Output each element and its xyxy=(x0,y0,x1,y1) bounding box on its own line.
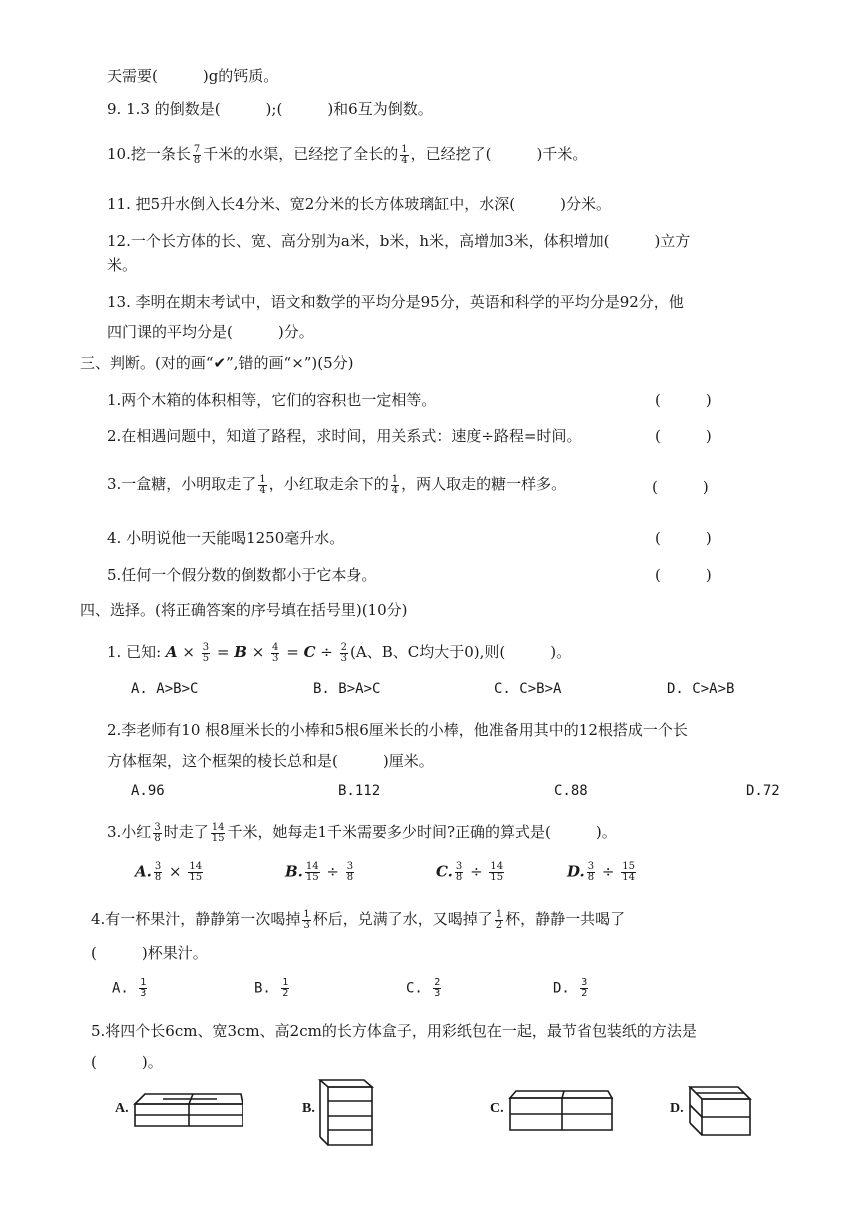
choice-q3: 3.小红 $\frac{3}{8}$ 时走了 $\frac{14}{15}$ 千米，她每走1千米需要多少时间?正确的算式是( )。 xyxy=(107,821,617,844)
judge-item-2: 2.在相遇问题中，知道了路程，求时间，用关系式：速度÷路程=时间。 xyxy=(107,427,582,445)
q11: 11. 把5升水倒入长4分米、宽2分米的长方体玻璃缸中，水深( )分米。 xyxy=(107,195,611,213)
q3-option-c[interactable]: C. $\frac{3}{8}$ ÷ $\frac{14}{15}$ xyxy=(436,861,504,883)
fraction: $\frac{1}{4}$ xyxy=(391,473,399,496)
fraction: $\frac{3}{8}$ xyxy=(154,821,161,844)
q13-line2: 四门课的平均分是( )分。 xyxy=(107,323,314,341)
choice-heading: 四、选择。(将正确答案的序号填在括号里)(10分) xyxy=(80,601,408,619)
q2-option-b[interactable]: B.112 xyxy=(338,783,381,799)
fraction: $\frac{1}{4}$ xyxy=(259,473,266,496)
q1-option-b[interactable]: B. B>A>C xyxy=(313,681,381,697)
judge-paren-2[interactable]: ( ) xyxy=(655,427,712,445)
q3-option-d[interactable]: D. $\frac{3}{8}$ ÷ $\frac{15}{14}$ xyxy=(567,861,635,883)
q3-option-b[interactable]: B. $\frac{14}{15}$ ÷ $\frac{3}{8}$ xyxy=(285,861,354,883)
q3-option-a[interactable]: A. $\frac{3}{8}$ × $\frac{14}{15}$ xyxy=(135,861,203,883)
q13-line1: 13. 李明在期末考试中，语文和数学的平均分是95分，英语和科学的平均分是92分，他 xyxy=(107,293,684,311)
fraction: $\frac{4}{3}$ xyxy=(272,641,279,664)
fraction: $\frac{2}{3}$ xyxy=(340,641,348,664)
q10: 10.挖一条长 $\frac{7}{8}$ 千米的水渠，已经挖了全长的 $\frac{1}{4}$ ，已经挖了( )千米。 xyxy=(107,143,588,166)
q9: 9. 1.3 的倒数是( );( )和6互为倒数。 xyxy=(107,100,433,118)
q1-option-c[interactable]: C. C>B>A xyxy=(494,681,562,697)
q4-option-c[interactable]: C. $\frac{2}{3}$ xyxy=(406,977,441,999)
fraction: $\frac{3}{5}$ xyxy=(202,641,210,664)
q5-figure-label-d: D. xyxy=(670,1101,684,1116)
fraction: $\frac{1}{2}$ xyxy=(495,908,503,931)
q8-tail: 天需要( )g的钙质。 xyxy=(107,67,279,85)
q4-option-a[interactable]: A. $\frac{1}{3}$ xyxy=(112,977,147,999)
q5-figure-c[interactable] xyxy=(508,1088,614,1132)
judge-heading: 三、判断。(对的画“✔”,错的画“×”)(5分) xyxy=(80,354,354,372)
q4-option-d[interactable]: D. $\frac{3}{2}$ xyxy=(553,977,588,999)
judge-item-4: 4. 小明说他一天能喝1250毫升水。 xyxy=(107,529,345,547)
judge-item-1: 1.两个木箱的体积相等，它们的容积也一定相等。 xyxy=(107,391,437,409)
fraction: $\frac{1}{4}$ xyxy=(401,143,408,166)
q2-option-c[interactable]: C.88 xyxy=(554,783,588,799)
choice-q5-line1: 5.将四个长6cm、宽3cm、高2cm的长方体盒子，用彩纸包在一起，最节省包装纸的方法是 xyxy=(91,1022,697,1040)
q12-line1: 12.一个长方体的长、宽、高分别为a米，b米，h米，高增加3米，体积增加( )立方 xyxy=(107,232,691,250)
q1-option-a[interactable]: A. A>B>C xyxy=(131,681,199,697)
fraction: $\frac{7}{8}$ xyxy=(193,143,201,166)
q2-option-a[interactable]: A.96 xyxy=(131,783,165,799)
q2-option-d[interactable]: D.72 xyxy=(746,783,780,799)
choice-q4-line1: 4.有一杯果汁，静静第一次喝掉 $\frac{1}{3}$ 杯后，兑满了水，又喝掉了 $\frac{1}{2}$ 杯，静静一共喝了 xyxy=(91,908,626,931)
q5-figure-b[interactable] xyxy=(318,1077,376,1147)
q5-figure-label-a: A. xyxy=(115,1101,129,1116)
choice-q4-line2: ( )杯果汁。 xyxy=(91,944,208,962)
q5-figure-d[interactable] xyxy=(688,1083,752,1137)
q5-figure-label-c: C. xyxy=(490,1101,504,1116)
choice-q2-line2: 方体框架，这个框架的棱长总和是( )厘米。 xyxy=(107,752,434,770)
choice-q5-line2: ( )。 xyxy=(91,1053,163,1071)
judge-paren-4[interactable]: ( ) xyxy=(655,529,712,547)
choice-q1: 1. 已知: A × $\frac{3}{5}$ = B × $\frac{4}{3}$ = C ÷ $\frac{2}{3}$ (A、B、C均大于0),则( )。 xyxy=(107,641,572,664)
q12-line2: 米。 xyxy=(107,256,138,274)
judge-item-5: 5.任何一个假分数的倒数都小于它本身。 xyxy=(107,566,377,584)
judge-paren-5[interactable]: ( ) xyxy=(655,566,712,584)
fraction: $\frac{1}{3}$ xyxy=(303,908,310,931)
q5-figure-label-b: B. xyxy=(302,1101,315,1116)
judge-paren-1[interactable]: ( ) xyxy=(655,391,712,409)
q5-figure-a[interactable] xyxy=(133,1090,243,1130)
q1-option-d[interactable]: D. C>A>B xyxy=(667,681,735,697)
judge-paren-3[interactable]: ( ) xyxy=(652,478,709,496)
q4-option-b[interactable]: B. $\frac{1}{2}$ xyxy=(254,977,289,999)
fraction: $\frac{14}{15}$ xyxy=(211,821,225,844)
choice-q2-line1: 2.李老师有10 根8厘米长的小棒和5根6厘米长的小棒，他准备用其中的12根搭成一个长 xyxy=(107,721,688,739)
judge-item-3: 3.一盒糖，小明取走了 $\frac{1}{4}$ ，小红取走余下的 $\frac{1}{4}$ ，两人取走的糖一样多。 xyxy=(107,473,567,496)
